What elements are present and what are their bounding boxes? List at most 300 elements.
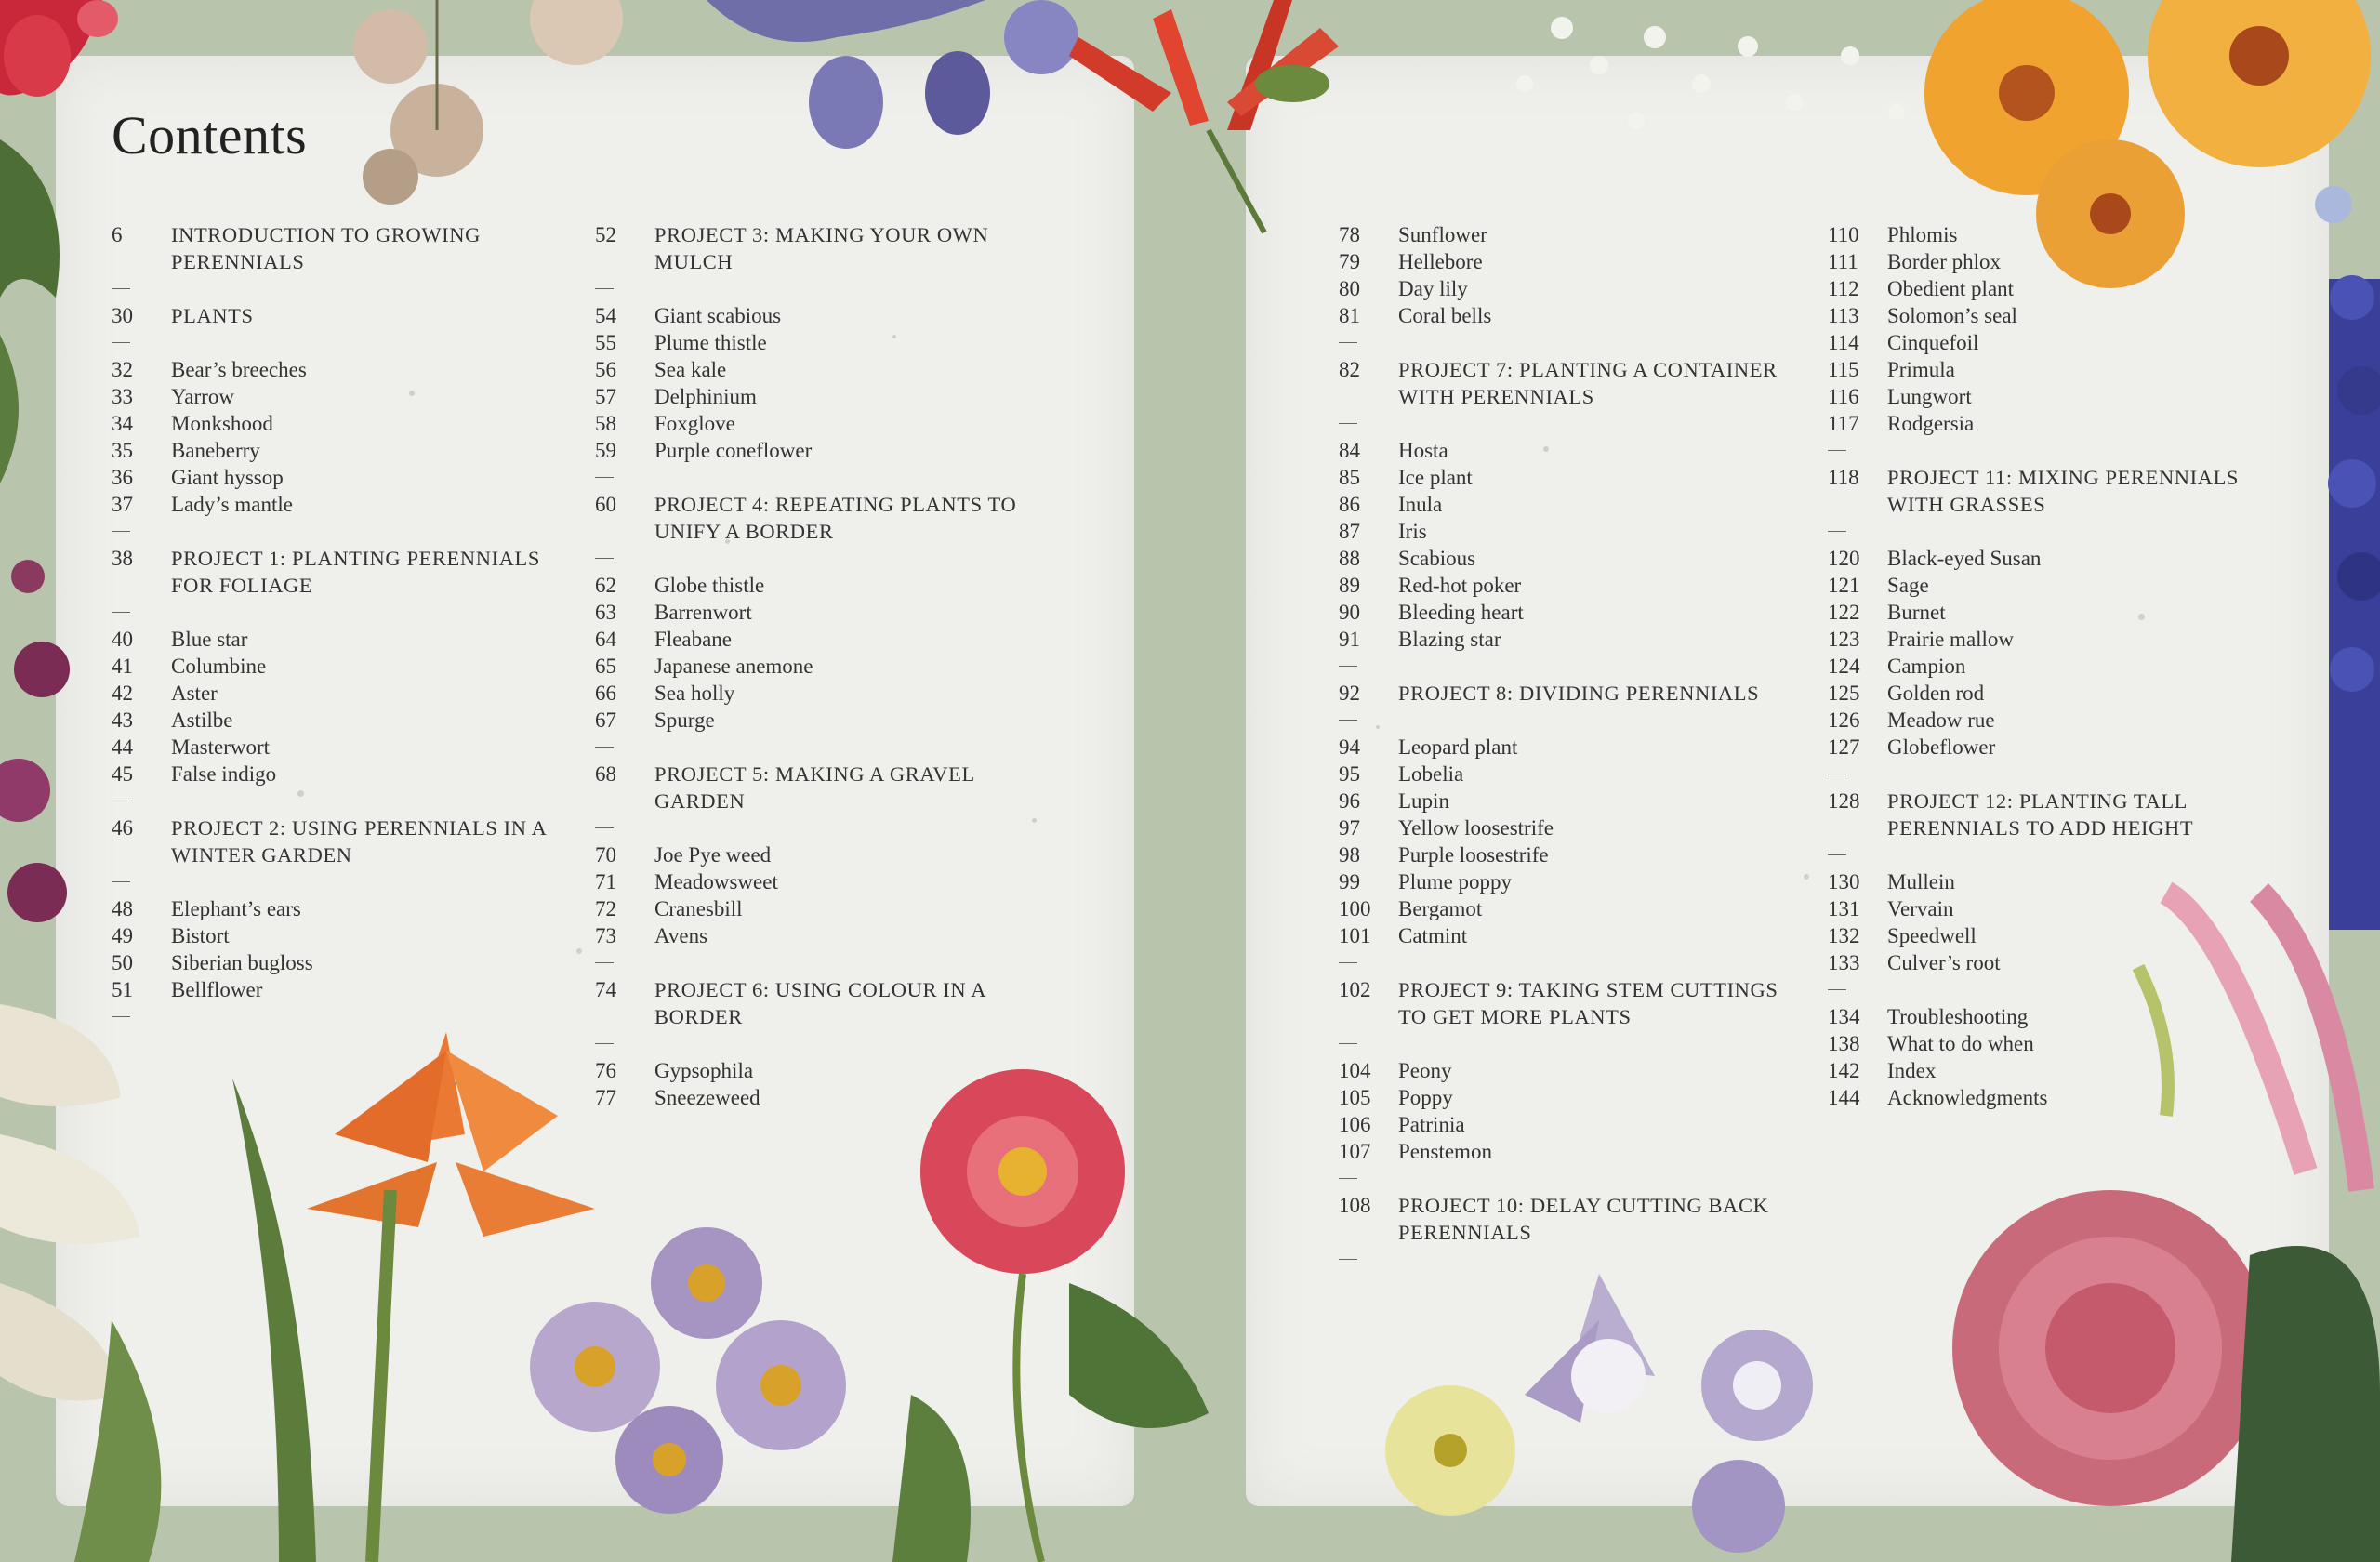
page-number: 88 bbox=[1339, 547, 1360, 570]
section-divider bbox=[595, 949, 1041, 976]
page-number: 82 bbox=[1339, 358, 1360, 381]
section-divider bbox=[595, 275, 1041, 302]
toc-entry bbox=[1339, 302, 1785, 329]
section-divider bbox=[1339, 1246, 1785, 1273]
toc-entry bbox=[1828, 1084, 2274, 1111]
page-number: 79 bbox=[1339, 250, 1360, 273]
page-number: 132 bbox=[1828, 924, 1860, 947]
page-number: 116 bbox=[1828, 385, 1859, 408]
page-number: 144 bbox=[1828, 1086, 1860, 1109]
toc-entry bbox=[595, 653, 1041, 680]
page-number: 64 bbox=[595, 628, 616, 651]
toc-entry bbox=[1339, 841, 1785, 868]
section-divider bbox=[1339, 653, 1785, 680]
page-number: 130 bbox=[1828, 870, 1860, 894]
toc-entry bbox=[112, 761, 558, 788]
entry-title: Campion bbox=[1887, 655, 1966, 678]
toc-section-entry bbox=[112, 302, 558, 329]
entry-title: Avens bbox=[654, 924, 708, 947]
page-number: 111 bbox=[1828, 250, 1858, 273]
toc-entry bbox=[1828, 275, 2274, 302]
entry-title: Gypsophila bbox=[654, 1059, 754, 1082]
page-number: 113 bbox=[1828, 304, 1859, 327]
section-divider bbox=[112, 868, 558, 895]
toc-entry bbox=[595, 599, 1041, 626]
entry-title: Obedient plant bbox=[1887, 277, 2015, 300]
entry-title: Plume thistle bbox=[654, 331, 767, 354]
toc-section-entry bbox=[1339, 976, 1785, 1030]
entry-title: PROJECT 6: USING COLOUR IN A BORDER bbox=[654, 978, 985, 1028]
toc-entry bbox=[1339, 572, 1785, 599]
entry-title: Index bbox=[1887, 1059, 1937, 1082]
page-number: 84 bbox=[1339, 439, 1360, 462]
toc-section-entry bbox=[112, 814, 558, 868]
section-divider bbox=[1339, 329, 1785, 356]
section-divider bbox=[595, 734, 1041, 761]
toc-entry bbox=[1339, 221, 1785, 248]
entry-title: Baneberry bbox=[171, 439, 260, 462]
section-divider bbox=[595, 464, 1041, 491]
toc-entry bbox=[595, 841, 1041, 868]
page-number: 89 bbox=[1339, 574, 1360, 597]
page-number: 63 bbox=[595, 601, 616, 624]
toc-entry bbox=[1828, 895, 2274, 922]
toc-section-entry bbox=[1828, 788, 2274, 841]
entry-title: Ice plant bbox=[1398, 466, 1473, 489]
page-number: 101 bbox=[1339, 924, 1371, 947]
toc-column-2 bbox=[595, 221, 1041, 1111]
entry-title: Joe Pye weed bbox=[654, 843, 772, 867]
toc-entry bbox=[1828, 329, 2274, 356]
entry-title: Hellebore bbox=[1398, 250, 1483, 273]
entry-title: Monkshood bbox=[171, 412, 273, 435]
entry-title: Yarrow bbox=[171, 385, 234, 408]
toc-entry bbox=[1339, 599, 1785, 626]
entry-title: Culver’s root bbox=[1887, 951, 2001, 974]
page-number: 128 bbox=[1828, 789, 1860, 813]
page-number: 100 bbox=[1339, 897, 1371, 920]
entry-title: Sneezeweed bbox=[654, 1086, 760, 1109]
page-number: 45 bbox=[112, 762, 133, 786]
toc-entry bbox=[595, 302, 1041, 329]
entry-title: Giant scabious bbox=[654, 304, 782, 327]
entry-title: PROJECT 9: TAKING STEM CUTTINGS TO GET MORE PLANTS bbox=[1398, 978, 1778, 1028]
toc-entry bbox=[112, 895, 558, 922]
page-number: 108 bbox=[1339, 1194, 1371, 1217]
page-number: 67 bbox=[595, 708, 616, 732]
entry-title: PROJECT 8: DIVIDING PERENNIALS bbox=[1398, 682, 1760, 705]
page-number: 57 bbox=[595, 385, 616, 408]
entry-title: PROJECT 1: PLANTING PERENNIALS FOR FOLIAGE bbox=[171, 547, 540, 597]
entry-title: Acknowledgments bbox=[1887, 1086, 2048, 1109]
entry-title: Poppy bbox=[1398, 1086, 1453, 1109]
page-number: 50 bbox=[112, 951, 133, 974]
page-number: 36 bbox=[112, 466, 133, 489]
toc-column-1 bbox=[112, 221, 558, 1030]
toc-entry bbox=[1828, 734, 2274, 761]
entry-title: Meadow rue bbox=[1887, 708, 1995, 732]
page-number: 49 bbox=[112, 924, 133, 947]
toc-entry bbox=[1339, 1138, 1785, 1165]
section-divider bbox=[112, 788, 558, 814]
page-number: 102 bbox=[1339, 978, 1371, 1001]
page-number: 125 bbox=[1828, 682, 1860, 705]
page-number: 65 bbox=[595, 655, 616, 678]
page-number: 87 bbox=[1339, 520, 1360, 543]
section-divider bbox=[1828, 761, 2274, 788]
entry-title: Yellow loosestrife bbox=[1398, 816, 1554, 840]
toc-entry bbox=[1339, 814, 1785, 841]
toc-entry bbox=[1828, 599, 2274, 626]
section-divider bbox=[1828, 437, 2274, 464]
entry-title: Aster bbox=[171, 682, 218, 705]
entry-title: Bistort bbox=[171, 924, 230, 947]
entry-title: PROJECT 10: DELAY CUTTING BACK PERENNIALS bbox=[1398, 1194, 1769, 1244]
entry-title: Coral bells bbox=[1398, 304, 1492, 327]
page-number: 122 bbox=[1828, 601, 1860, 624]
toc-entry bbox=[1339, 734, 1785, 761]
page-number: 77 bbox=[595, 1086, 616, 1109]
page-number: 91 bbox=[1339, 628, 1360, 651]
entry-title: Vervain bbox=[1887, 897, 1954, 920]
page-number: 30 bbox=[112, 304, 133, 327]
entry-title: Barrenwort bbox=[654, 601, 752, 624]
toc-entry bbox=[1828, 302, 2274, 329]
toc-entry bbox=[112, 653, 558, 680]
page-number: 92 bbox=[1339, 682, 1360, 705]
page-number: 33 bbox=[112, 385, 133, 408]
entry-title: Phlomis bbox=[1887, 223, 1958, 246]
page-number: 118 bbox=[1828, 466, 1859, 489]
toc-section-entry bbox=[112, 221, 558, 275]
toc-entry bbox=[112, 707, 558, 734]
toc-entry bbox=[595, 356, 1041, 383]
entry-title: Inula bbox=[1398, 493, 1443, 516]
toc-section-entry bbox=[1339, 356, 1785, 410]
toc-entry bbox=[1828, 922, 2274, 949]
page-number: 142 bbox=[1828, 1059, 1860, 1082]
entry-title: PROJECT 5: MAKING A GRAVEL GARDEN bbox=[654, 762, 974, 813]
page-number: 86 bbox=[1339, 493, 1360, 516]
entry-title: Penstemon bbox=[1398, 1140, 1492, 1163]
entry-title: INTRODUCTION TO GROWING PERENNIALS bbox=[171, 223, 481, 273]
page-number: 81 bbox=[1339, 304, 1360, 327]
section-divider bbox=[112, 329, 558, 356]
entry-title: Black-eyed Susan bbox=[1887, 547, 2042, 570]
entry-title: Columbine bbox=[171, 655, 267, 678]
toc-entry bbox=[595, 707, 1041, 734]
page-number: 37 bbox=[112, 493, 133, 516]
toc-entry bbox=[1339, 1084, 1785, 1111]
page-number: 120 bbox=[1828, 547, 1860, 570]
page-number: 38 bbox=[112, 547, 133, 570]
page-number: 59 bbox=[595, 439, 616, 462]
section-divider bbox=[595, 545, 1041, 572]
toc-entry bbox=[595, 329, 1041, 356]
entry-title: PROJECT 12: PLANTING TALL PERENNIALS TO ADD HEIGHT bbox=[1887, 789, 2194, 840]
page-title: Contents bbox=[112, 105, 308, 165]
toc-entry bbox=[1828, 1003, 2274, 1030]
entry-title: Burnet bbox=[1887, 601, 1946, 624]
page-number: 60 bbox=[595, 493, 616, 516]
entry-title: Masterwort bbox=[171, 735, 271, 759]
page-number: 80 bbox=[1339, 277, 1360, 300]
section-divider bbox=[1339, 1030, 1785, 1057]
page-number: 35 bbox=[112, 439, 133, 462]
page-number: 98 bbox=[1339, 843, 1360, 867]
section-divider bbox=[1828, 841, 2274, 868]
page-number: 121 bbox=[1828, 574, 1860, 597]
entry-title: Fleabane bbox=[654, 628, 733, 651]
entry-title: Sea holly bbox=[654, 682, 735, 705]
page-number: 42 bbox=[112, 682, 133, 705]
page-number: 46 bbox=[112, 816, 133, 840]
page-number: 58 bbox=[595, 412, 616, 435]
page-number: 43 bbox=[112, 708, 133, 732]
toc-entry bbox=[1828, 653, 2274, 680]
entry-title: Mullein bbox=[1887, 870, 1955, 894]
toc-entry bbox=[1339, 1057, 1785, 1084]
entry-title: Prairie mallow bbox=[1887, 628, 2015, 651]
toc-entry bbox=[112, 356, 558, 383]
toc-entry bbox=[112, 464, 558, 491]
page-number: 51 bbox=[112, 978, 133, 1001]
toc-entry bbox=[1828, 949, 2274, 976]
page-number: 74 bbox=[595, 978, 616, 1001]
entry-title: Rodgersia bbox=[1887, 412, 1975, 435]
toc-entry bbox=[595, 572, 1041, 599]
section-divider bbox=[1339, 1165, 1785, 1192]
entry-title: PROJECT 11: MIXING PERENNIALS WITH GRASSES bbox=[1887, 466, 2240, 516]
toc-entry bbox=[1828, 1030, 2274, 1057]
entry-title: Giant hyssop bbox=[171, 466, 284, 489]
page-number: 55 bbox=[595, 331, 616, 354]
section-divider bbox=[112, 599, 558, 626]
section-divider bbox=[1339, 410, 1785, 437]
entry-title: Spurge bbox=[654, 708, 715, 732]
page-number: 71 bbox=[595, 870, 616, 894]
entry-title: Red-hot poker bbox=[1398, 574, 1522, 597]
entry-title: Solomon’s seal bbox=[1887, 304, 2017, 327]
toc-section-entry bbox=[1339, 1192, 1785, 1246]
page-number: 52 bbox=[595, 223, 616, 246]
section-divider bbox=[1339, 707, 1785, 734]
page-number: 112 bbox=[1828, 277, 1859, 300]
entry-title: Lungwort bbox=[1887, 385, 1972, 408]
entry-title: Sage bbox=[1887, 574, 1929, 597]
entry-title: Sunflower bbox=[1398, 223, 1488, 246]
toc-entry bbox=[1339, 275, 1785, 302]
entry-title: Leopard plant bbox=[1398, 735, 1518, 759]
toc-entry bbox=[1828, 707, 2274, 734]
toc-entry bbox=[595, 895, 1041, 922]
page-number: 70 bbox=[595, 843, 616, 867]
page-number: 66 bbox=[595, 682, 616, 705]
entry-title: Golden rod bbox=[1887, 682, 1985, 705]
toc-section-entry bbox=[595, 761, 1041, 814]
toc-entry bbox=[1828, 680, 2274, 707]
toc-entry bbox=[595, 626, 1041, 653]
toc-entry bbox=[1339, 761, 1785, 788]
section-divider bbox=[112, 518, 558, 545]
toc-section-entry bbox=[595, 221, 1041, 275]
toc-section-entry bbox=[595, 976, 1041, 1030]
page-number: 131 bbox=[1828, 897, 1860, 920]
entry-title: Delphinium bbox=[654, 385, 757, 408]
page-number: 44 bbox=[112, 735, 133, 759]
page-number: 56 bbox=[595, 358, 616, 381]
entry-title: Patrinia bbox=[1398, 1113, 1465, 1136]
entry-title: PROJECT 2: USING PERENNIALS IN A WINTER GARDEN bbox=[171, 816, 547, 867]
toc-section-entry bbox=[1828, 464, 2274, 518]
section-divider bbox=[595, 1030, 1041, 1057]
section-divider bbox=[1828, 518, 2274, 545]
toc-entry bbox=[1828, 626, 2274, 653]
toc-column-4 bbox=[1828, 221, 2274, 1111]
page-number: 6 bbox=[112, 223, 123, 246]
page-number: 41 bbox=[112, 655, 133, 678]
entry-title: Cranesbill bbox=[654, 897, 743, 920]
entry-title: Day lily bbox=[1398, 277, 1468, 300]
entry-title: Speedwell bbox=[1887, 924, 1977, 947]
entry-title: Globeflower bbox=[1887, 735, 1996, 759]
entry-title: Siberian bugloss bbox=[171, 951, 313, 974]
toc-entry bbox=[112, 734, 558, 761]
page-number: 105 bbox=[1339, 1086, 1371, 1109]
page-number: 68 bbox=[595, 762, 616, 786]
page-number: 134 bbox=[1828, 1005, 1860, 1028]
entry-title: Bellflower bbox=[171, 978, 263, 1001]
toc-entry bbox=[595, 1084, 1041, 1111]
toc-section-entry bbox=[595, 491, 1041, 545]
page-number: 127 bbox=[1828, 735, 1860, 759]
page-number: 126 bbox=[1828, 708, 1860, 732]
entry-title: PROJECT 3: MAKING YOUR OWN MULCH bbox=[654, 223, 989, 273]
toc-entry bbox=[1339, 437, 1785, 464]
entry-title: False indigo bbox=[171, 762, 277, 786]
entry-title: Catmint bbox=[1398, 924, 1468, 947]
toc-entry bbox=[112, 491, 558, 518]
page-number: 72 bbox=[595, 897, 616, 920]
page-number: 90 bbox=[1339, 601, 1360, 624]
toc-entry bbox=[112, 922, 558, 949]
toc-entry bbox=[1828, 248, 2274, 275]
page-number: 99 bbox=[1339, 870, 1360, 894]
page-number: 85 bbox=[1339, 466, 1360, 489]
page-number: 40 bbox=[112, 628, 133, 651]
entry-title: Meadowsweet bbox=[654, 870, 778, 894]
entry-title: Elephant’s ears bbox=[171, 897, 301, 920]
page-number: 123 bbox=[1828, 628, 1860, 651]
toc-entry bbox=[112, 949, 558, 976]
page-number: 138 bbox=[1828, 1032, 1860, 1055]
entry-title: Blue star bbox=[171, 628, 248, 651]
section-divider bbox=[1339, 949, 1785, 976]
toc-entry bbox=[1828, 356, 2274, 383]
toc-entry bbox=[595, 922, 1041, 949]
toc-entry bbox=[112, 680, 558, 707]
toc-section-entry bbox=[1339, 680, 1785, 707]
page-number: 104 bbox=[1339, 1059, 1371, 1082]
toc-entry bbox=[1339, 1111, 1785, 1138]
toc-entry bbox=[112, 383, 558, 410]
toc-entry bbox=[112, 976, 558, 1003]
toc-entry bbox=[1339, 248, 1785, 275]
entry-title: Globe thistle bbox=[654, 574, 765, 597]
page-number: 34 bbox=[112, 412, 133, 435]
page-number: 62 bbox=[595, 574, 616, 597]
entry-title: Bleeding heart bbox=[1398, 601, 1524, 624]
entry-title: Hosta bbox=[1398, 439, 1448, 462]
toc-entry bbox=[595, 410, 1041, 437]
entry-title: PROJECT 7: PLANTING A CONTAINER WITH PERENNIALS bbox=[1398, 358, 1778, 408]
toc-entry bbox=[112, 626, 558, 653]
toc-entry bbox=[1339, 545, 1785, 572]
page-number: 117 bbox=[1828, 412, 1859, 435]
entry-title: Astilbe bbox=[171, 708, 233, 732]
toc-entry bbox=[1339, 518, 1785, 545]
page-number: 94 bbox=[1339, 735, 1360, 759]
page-number: 124 bbox=[1828, 655, 1860, 678]
entry-title: Scabious bbox=[1398, 547, 1476, 570]
toc-entry bbox=[1339, 922, 1785, 949]
toc-entry bbox=[595, 437, 1041, 464]
page-number: 73 bbox=[595, 924, 616, 947]
toc-column-3 bbox=[1339, 221, 1785, 1273]
toc-entry bbox=[595, 1057, 1041, 1084]
entry-title: Bear’s breeches bbox=[171, 358, 307, 381]
toc-entry bbox=[1339, 788, 1785, 814]
toc-entry bbox=[1828, 868, 2274, 895]
entry-title: Primula bbox=[1887, 358, 1955, 381]
entry-title: Japanese anemone bbox=[654, 655, 813, 678]
page-number: 106 bbox=[1339, 1113, 1371, 1136]
toc-entry bbox=[1828, 572, 2274, 599]
entry-title: Lady’s mantle bbox=[171, 493, 293, 516]
toc-entry bbox=[1339, 464, 1785, 491]
page-number: 76 bbox=[595, 1059, 616, 1082]
toc-entry bbox=[595, 383, 1041, 410]
page-number: 48 bbox=[112, 897, 133, 920]
entry-title: Bergamot bbox=[1398, 897, 1483, 920]
toc-section-entry bbox=[112, 545, 558, 599]
toc-entry bbox=[1828, 545, 2274, 572]
entry-title: Plume poppy bbox=[1398, 870, 1513, 894]
toc-entry bbox=[1339, 491, 1785, 518]
entry-title: Iris bbox=[1398, 520, 1427, 543]
entry-title: What to do when bbox=[1887, 1032, 2034, 1055]
entry-title: Lobelia bbox=[1398, 762, 1464, 786]
section-divider bbox=[112, 275, 558, 302]
toc-entry bbox=[1828, 221, 2274, 248]
page-number: 133 bbox=[1828, 951, 1860, 974]
section-divider bbox=[112, 1003, 558, 1030]
entry-title: Cinquefoil bbox=[1887, 331, 1979, 354]
entry-title: Blazing star bbox=[1398, 628, 1501, 651]
entry-title: Border phlox bbox=[1887, 250, 2002, 273]
entry-title: Lupin bbox=[1398, 789, 1449, 813]
toc-entry bbox=[1828, 410, 2274, 437]
page-number: 96 bbox=[1339, 789, 1360, 813]
entry-title: Peony bbox=[1398, 1059, 1452, 1082]
toc-entry bbox=[595, 680, 1041, 707]
entry-title: Sea kale bbox=[654, 358, 727, 381]
toc-entry bbox=[1828, 383, 2274, 410]
page-number: 54 bbox=[595, 304, 616, 327]
toc-entry bbox=[1828, 1057, 2274, 1084]
section-divider bbox=[1828, 976, 2274, 1003]
page-number: 107 bbox=[1339, 1140, 1371, 1163]
